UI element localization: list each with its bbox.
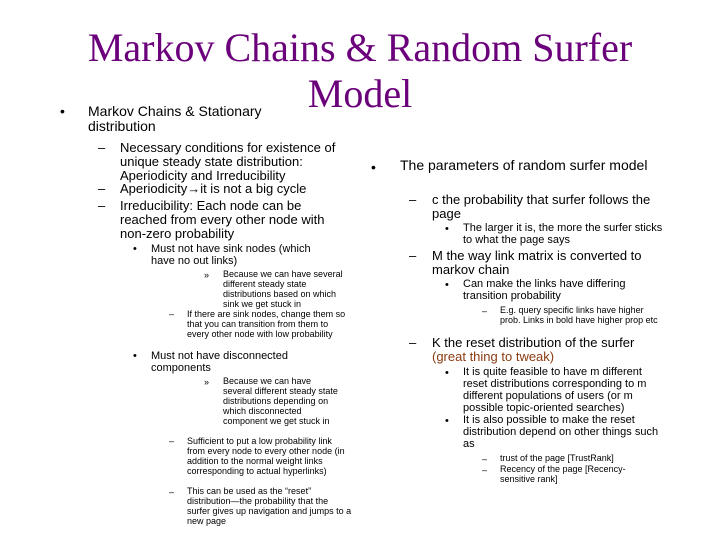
raquo-marker: » (204, 377, 210, 387)
param-m: M the way link matrix is converted to markov chain (432, 248, 642, 277)
slide-title-line-1: Markov Chains & Random Surfer (87, 25, 633, 70)
dash-marker: – (169, 487, 175, 497)
param-m-example: E.g. query specific links have higher prob. Links in bold have higher prop etc (500, 305, 658, 325)
bullet-marker: • (445, 223, 449, 235)
disconnected-condition: Must not have disconnected components (151, 350, 288, 374)
bullet-marker: • (445, 367, 449, 379)
slide-title-line-2: Model (307, 71, 413, 116)
disconnected-fix: Sufficient to put a low probability link from every node to every other node (in addition to the normal weight links corresponding to actual hyperlinks) (187, 436, 345, 476)
left-item-aperiodicity: Aperiodicity→it is not a big cycle (120, 181, 307, 196)
dash-marker: – (409, 335, 417, 350)
dash-marker: – (409, 248, 417, 263)
bullet-marker: • (445, 415, 449, 427)
sink-node-condition: Must not have sink nodes (which have no out links) (151, 243, 311, 267)
param-k-detail-2: It is also possible to make the reset distribution depend on other things such as (463, 414, 659, 450)
bullet-marker: • (60, 103, 65, 119)
dash-marker: – (409, 192, 417, 207)
dash-marker: – (169, 309, 175, 319)
disconnected-reason: Because we can have several different steady state distributions depending on which disconnected component we get stuck in (223, 376, 338, 426)
param-k (432, 336, 672, 364)
bullet-marker: • (133, 243, 137, 255)
bullet-marker: • (371, 159, 376, 175)
param-c: c the probability that surfer follows the page (432, 192, 651, 221)
right-bullet-parameters: The parameters of random surfer model (400, 157, 648, 173)
param-k-note: (great thing to tweak) (432, 349, 555, 364)
raquo-marker: » (204, 270, 210, 280)
left-bullet-markov: Markov Chains & Stationary distribution (88, 103, 262, 134)
dash-marker: – (98, 140, 106, 155)
sink-node-reason: Because we can have several different steady state distributions based on which sink we get stuck in (223, 269, 343, 309)
dash-marker: – (169, 436, 175, 446)
example-recency: Recency of the page [Recency-sensitive rank] (500, 464, 626, 484)
example-trustrank: trust of the page [TrustRank] (500, 453, 614, 463)
bullet-marker: • (133, 350, 137, 362)
param-c-detail: The larger it is, the more the surfer sticks to what the page says (463, 222, 663, 246)
param-k-text: K the reset distribution of the surfer (432, 335, 635, 350)
param-k-detail-1: It is quite feasible to have m different reset distributions corresponding to m different populations of users (or m possible topic-oriented searches) (463, 366, 647, 414)
dash-marker: – (482, 454, 488, 464)
left-item-irreducibility: Irreducibility: Each node can be reached from every other node with non-zero probability (120, 198, 325, 241)
bullet-marker: • (445, 279, 449, 291)
reset-distribution-note: This can be used as the “reset” distribution—the probability that the surfer gives up navigation and jumps to a new page (187, 486, 352, 526)
param-m-detail: Can make the links have differing transition probability (463, 278, 626, 302)
left-item-necessary: Necessary conditions for existence of unique steady state distribution: Aperiodicity and Irreducibility (120, 140, 336, 183)
sink-node-fix: If there are sink nodes, change them so that you can transition from them to every other node with low probability (187, 309, 346, 339)
dash-marker: – (482, 306, 488, 316)
dash-marker: – (98, 181, 106, 196)
dash-marker: – (482, 465, 488, 475)
dash-marker: – (98, 198, 106, 213)
